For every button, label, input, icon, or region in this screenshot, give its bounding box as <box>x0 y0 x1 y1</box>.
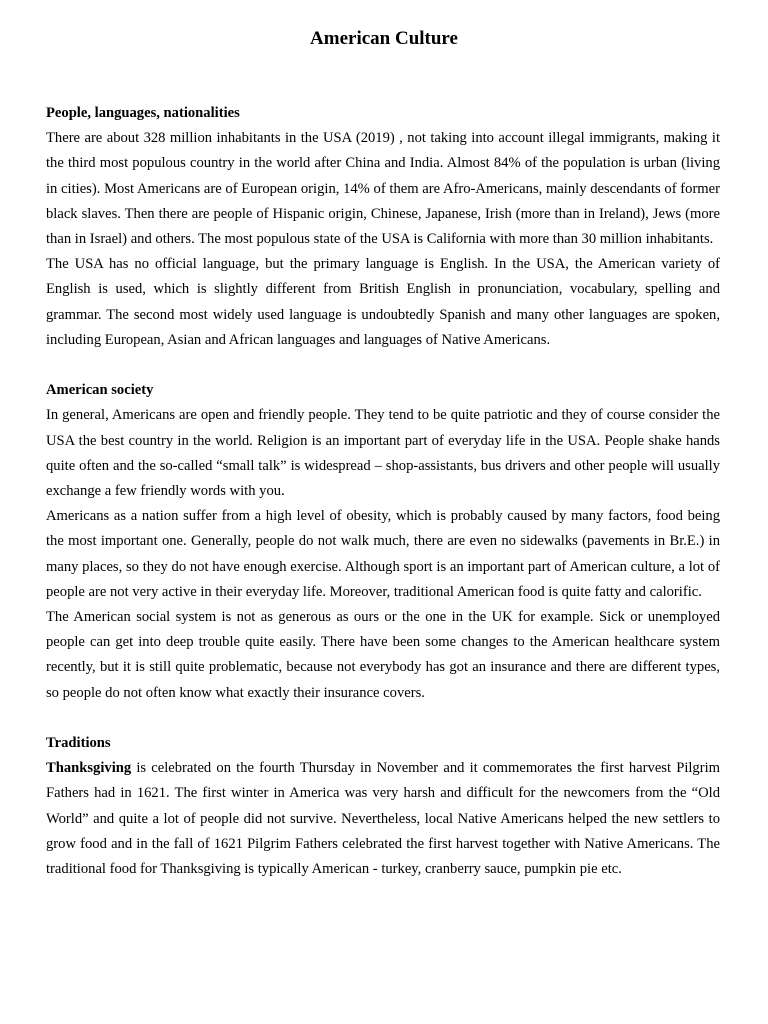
paragraph-text: is celebrated on the fourth Thursday in November and it commemorates the first harvest Pilgrim Fathers had in 1621. The first winter in America was very harsh and difficult for the newcomers from the “Old World” and quite a lot of people did not survive. Nevertheless, local Native Americans helped the new settlers to grow food and in the fall of 1621 Pilgrim Fathers celebrated the first harvest together with Native Americans. The traditional food for Thanksgiving is typically American - turkey, cranberry sauce, pumpkin pie etc. <box>46 760 720 878</box>
page-title: American Culture <box>310 28 458 49</box>
section-people-languages <box>46 101 720 353</box>
paragraph: The USA has no official language, but the primary language is English. In the USA, the American variety of English is used, which is slightly different from British English in pronunciation, vocabulary, spelling and grammar. The second most widely used language is undoubtedly Spanish and many other languages are spoken, including European, Asian and African languages and languages of Native Americans. <box>46 256 720 348</box>
section-traditions <box>46 731 720 882</box>
section-spacer <box>46 706 720 731</box>
section-heading: Traditions <box>46 735 111 752</box>
section-spacer <box>46 353 720 378</box>
paragraph: The American social system is not as generous as ours or the one in the UK for example. Sick or unemployed people can get into deep trouble quite easily. There have been some changes to the American healthcare system recently, but it is still quite problematic, because not everybody has got an insurance and there are different types, so people do not often know what exactly their insurance covers. <box>46 609 720 701</box>
paragraph: There are about 328 million inhabitants in the USA (2019) , not taking into account illegal immigrants, making it the third most populous country in the world after China and India. Almost 84% of the population is urban (living in cities). Most Americans are of European origin, 14% of them are Afro-Americans, mainly descendants of former black slaves. Then there are people of Hispanic origin, Chinese, Japanese, Irish (more than in Ireland), Jews (more than in Israel) and others. The most populous state of the USA is California with more than 30 million inhabitants. <box>46 130 720 248</box>
section-american-society <box>46 378 720 706</box>
paragraph: In general, Americans are open and friendly people. They tend to be quite patriotic and they of course consider the USA the best country in the world. Religion is an important part of everyday life in the USA. People shake hands quite often and the so-called “small talk” is widespread – shop-assistants, bus drivers and other people will usually exchange a few friendly words with you. <box>46 407 720 500</box>
thanksgiving-paragraph <box>46 756 720 882</box>
document-body <box>46 101 720 882</box>
section-heading: People, languages, nationalities <box>46 105 240 121</box>
lead-term: Thanksgiving <box>46 760 132 777</box>
paragraph: Americans as a nation suffer from a high level of obesity, which is probably caused by many factors, food being the most important one. Generally, people do not walk much, there are even no sidewalks (pavements in Br.E.) in many places, so they do not have enough exercise. Although sport is an important part of American culture, a lot of people are not very active in their everyday life. Moreover, traditional American food is quite fatty and calorific. <box>46 508 720 600</box>
section-heading: American society <box>46 382 154 399</box>
